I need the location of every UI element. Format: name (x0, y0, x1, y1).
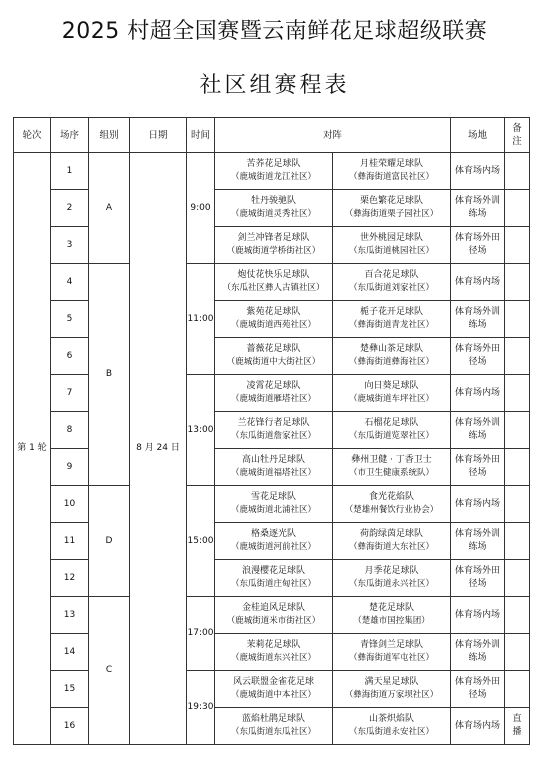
time-cell: 19:30 (187, 671, 215, 745)
table-row (14, 486, 530, 523)
matchup (215, 301, 450, 337)
seq-cell: 11 (51, 523, 89, 560)
matchup (215, 708, 450, 744)
away-team-name: 山茶炽焰队 (368, 714, 414, 724)
home-team (215, 264, 332, 300)
home-team (215, 449, 332, 485)
round-cell: 第 1 轮 (14, 153, 51, 745)
match-cell (215, 486, 451, 523)
matchup (215, 560, 450, 596)
home-team-org: （东瓜街道东瓜社区） (230, 727, 316, 737)
away-team-name: 青锋剑兰足球队 (359, 640, 423, 650)
away-team-name: 月桂荣耀足球队 (359, 159, 423, 169)
document-subtitle: 社区组赛程表 (199, 73, 350, 98)
venue-text: 体育场外训练场 (454, 307, 500, 330)
away-team (332, 412, 450, 448)
away-team-name: 向日葵足球队 (364, 381, 419, 391)
group-cell: A (89, 153, 130, 264)
home-team (215, 412, 332, 448)
venue-cell (451, 190, 505, 227)
away-team (332, 153, 450, 189)
home-team-name: 蔷薇花足球队 (246, 344, 301, 354)
matchup (215, 486, 450, 522)
note-cell (505, 560, 530, 597)
matchup (215, 227, 450, 263)
venue-text: 体育场外训练场 (454, 640, 500, 663)
home-team-org: （东瓜社区彝人古镇社区） (222, 283, 325, 293)
away-team (332, 671, 450, 707)
away-team-name: 食光花焰队 (368, 492, 414, 502)
seq-cell: 14 (51, 634, 89, 671)
seq-cell: 4 (51, 264, 89, 301)
home-team (215, 190, 332, 226)
match-cell (215, 190, 451, 227)
venue-cell (451, 671, 505, 708)
matchup (215, 634, 450, 670)
home-team-name: 格桑逐光队 (250, 529, 296, 539)
seq-cell: 7 (51, 375, 89, 412)
home-team-name: 风云联盟金雀花足球 (232, 677, 314, 687)
away-team (332, 486, 450, 522)
date-cell: 8 月 24 日 (130, 153, 187, 745)
venue-text: 体育场外田径场 (454, 677, 500, 700)
seq-cell: 1 (51, 153, 89, 190)
time-cell: 17:00 (187, 597, 215, 671)
seq-cell: 12 (51, 560, 89, 597)
away-team (332, 338, 450, 374)
away-team (332, 375, 450, 411)
venue-text: 体育场外训练场 (454, 196, 500, 219)
away-team-org: （市卫生健康系统队） (348, 468, 434, 478)
seq-cell: 16 (51, 708, 89, 745)
away-team-org: （彝海街道军屯社区） (348, 653, 434, 663)
venue-cell (451, 597, 505, 634)
note-cell (505, 486, 530, 523)
seq-cell: 6 (51, 338, 89, 375)
away-team (332, 190, 450, 226)
away-team-name: 百合花足球队 (364, 270, 419, 280)
match-cell (215, 708, 451, 745)
venue-cell (451, 153, 505, 190)
away-team-org: （楚雄州餐饮行业协会） (344, 505, 439, 515)
venue-text: 体育场外训练场 (454, 529, 500, 552)
away-team-org: （楚雄市国控集团） (353, 616, 430, 626)
away-team-name: 彝州卫健 · 丁香卫士 (351, 455, 432, 465)
away-team (332, 227, 450, 263)
time-cell: 11:00 (187, 264, 215, 375)
document-title: 2025 村超全国赛暨云南鲜花足球超级联赛 (61, 19, 488, 44)
group-cell: C (89, 597, 130, 745)
header-seq: 场序 (51, 118, 89, 153)
home-team-name: 剑兰冲锋者足球队 (237, 233, 310, 243)
venue-text: 体育场外田径场 (454, 566, 500, 589)
venue-cell (451, 338, 505, 375)
venue-text: 体育场内场 (454, 276, 500, 287)
matchup (215, 597, 450, 633)
note-cell (505, 190, 530, 227)
away-team-name: 楚花足球队 (368, 603, 414, 613)
home-team (215, 375, 332, 411)
away-team-org: （彝海街道青龙社区） (348, 320, 434, 330)
away-team-org: （彝海街道万家坝社区） (344, 690, 439, 700)
note-cell (505, 597, 530, 634)
home-team-org: （鹿城街道龙江社区） (230, 172, 316, 182)
matchup (215, 449, 450, 485)
note-cell (505, 708, 530, 745)
home-team (215, 338, 332, 374)
home-team-org: （鹿城街道中大街社区） (226, 357, 321, 367)
venue-cell (451, 486, 505, 523)
match-cell (215, 449, 451, 486)
away-team (332, 634, 450, 670)
matchup (215, 375, 450, 411)
matchup (215, 153, 450, 189)
home-team-org: （鹿城街道东兴社区） (230, 653, 316, 663)
home-team (215, 486, 332, 522)
venue-text: 体育场内场 (454, 387, 500, 398)
home-team (215, 597, 332, 633)
venue-cell (451, 560, 505, 597)
away-team (332, 301, 450, 337)
match-cell (215, 153, 451, 190)
seq-cell: 13 (51, 597, 89, 634)
group-cell: B (89, 264, 130, 486)
note-cell (505, 412, 530, 449)
matchup (215, 523, 450, 559)
schedule-table (13, 117, 530, 745)
away-team (332, 523, 450, 559)
away-team-name: 楚彝山茶足球队 (359, 344, 423, 354)
note-cell (505, 264, 530, 301)
match-cell (215, 560, 451, 597)
table-row (14, 153, 530, 190)
home-team (215, 671, 332, 707)
away-team-name: 月季花足球队 (364, 566, 419, 576)
venue-cell (451, 375, 505, 412)
header-round: 轮次 (14, 118, 51, 153)
home-team-org: （鹿城街道中本社区） (230, 690, 316, 700)
venue-text: 体育场外田径场 (454, 233, 500, 256)
home-team-name: 雪花足球队 (250, 492, 296, 502)
home-team-name: 苦荞花足球队 (246, 159, 301, 169)
venue-cell (451, 227, 505, 264)
home-team-org: （鹿城街道学桥街社区） (226, 246, 321, 256)
header-date: 日期 (130, 118, 187, 153)
note-cell (505, 634, 530, 671)
match-cell (215, 671, 451, 708)
venue-text: 体育场外训练场 (454, 418, 500, 441)
home-team-org: （东瓜街道庄甸社区） (230, 579, 316, 589)
note-text: 直播 (512, 714, 522, 737)
match-cell (215, 375, 451, 412)
time-cell: 13:00 (187, 375, 215, 486)
note-cell (505, 375, 530, 412)
home-team-name: 浪漫樱花足球队 (241, 566, 305, 576)
home-team (215, 634, 332, 670)
header-row (14, 118, 530, 153)
away-team-name: 荷韵绿茵足球队 (359, 529, 423, 539)
table-row (14, 264, 530, 301)
group-cell: D (89, 486, 130, 597)
seq-cell: 3 (51, 227, 89, 264)
matchup (215, 190, 450, 226)
venue-cell (451, 634, 505, 671)
match-cell (215, 523, 451, 560)
match-cell (215, 264, 451, 301)
venue-cell (451, 301, 505, 338)
match-cell (215, 338, 451, 375)
home-team-name: 高山牡丹足球队 (241, 455, 305, 465)
venue-cell (451, 449, 505, 486)
seq-cell: 8 (51, 412, 89, 449)
away-team-org: （彝海街道富民社区） (348, 172, 434, 182)
match-cell (215, 597, 451, 634)
seq-cell: 5 (51, 301, 89, 338)
venue-text: 体育场外田径场 (454, 455, 500, 478)
venue-text: 体育场内场 (454, 165, 500, 176)
away-team-org: （东瓜街道永安社区） (348, 727, 434, 737)
away-team-org: （东瓜街道桃园社区） (348, 246, 434, 256)
home-team (215, 153, 332, 189)
venue-text: 体育场内场 (454, 720, 500, 731)
matchup (215, 412, 450, 448)
home-team-name: 凌霄花足球队 (246, 381, 301, 391)
note-cell (505, 671, 530, 708)
venue-text: 体育场内场 (454, 609, 500, 620)
seq-cell: 2 (51, 190, 89, 227)
venue-cell (451, 412, 505, 449)
away-team (332, 597, 450, 633)
home-team-name: 蓝焰杜鹃足球队 (241, 714, 305, 724)
away-team-name: 世外桃园足球队 (359, 233, 423, 243)
away-team-name: 栗色繁花足球队 (359, 196, 423, 206)
matchup (215, 671, 450, 707)
home-team-org: （鹿城街道西苑社区） (230, 320, 316, 330)
home-team-name: 兰花锋行者足球队 (237, 418, 310, 428)
note-cell (505, 227, 530, 264)
home-team-name: 牡丹骏驰队 (250, 196, 296, 206)
header-note-text: 备注 (512, 123, 522, 147)
matchup (215, 264, 450, 300)
venue-text: 体育场外田径场 (454, 344, 500, 367)
home-team-org: （鹿城街道灵秀社区） (230, 209, 316, 219)
match-cell (215, 634, 451, 671)
away-team-org: （彝海街道彝海社区） (348, 357, 434, 367)
match-cell (215, 412, 451, 449)
home-team (215, 560, 332, 596)
home-team-org: （鹿城街道米市街社区） (226, 616, 321, 626)
seq-cell: 15 (51, 671, 89, 708)
header-time: 时间 (187, 118, 215, 153)
away-team-org: （东瓜街道永兴社区） (348, 579, 434, 589)
home-team (215, 227, 332, 263)
header-match: 对阵 (215, 118, 451, 153)
header-group: 组别 (89, 118, 130, 153)
away-team (332, 708, 450, 744)
home-team (215, 708, 332, 744)
time-cell: 9:00 (187, 153, 215, 264)
home-team-org: （鹿城街道福塔社区） (230, 468, 316, 478)
home-team-org: （东瓜街道詹家社区） (230, 431, 316, 441)
home-team-org: （鹿城街道河前社区） (230, 542, 316, 552)
seq-cell: 9 (51, 449, 89, 486)
away-team-name: 栀子花开足球队 (359, 307, 423, 317)
matchup (215, 338, 450, 374)
time-cell: 15:00 (187, 486, 215, 597)
note-cell (505, 338, 530, 375)
venue-cell (451, 523, 505, 560)
home-team (215, 301, 332, 337)
home-team-org: （鹿城街道雁塔社区） (230, 394, 316, 404)
home-team-name: 紫苑花足球队 (246, 307, 301, 317)
away-team-org: （东瓜街道刘家社区） (348, 283, 434, 293)
seq-cell: 10 (51, 486, 89, 523)
venue-text: 体育场内场 (454, 498, 500, 509)
away-team-org: （鹿城街道车坪社区） (348, 394, 434, 404)
home-team-org: （鹿城街道北浦社区） (230, 505, 316, 515)
away-team-org: （彝海街道栗子园社区） (344, 209, 439, 219)
away-team-org: （彝海街道大东社区） (348, 542, 434, 552)
header-venue: 场地 (451, 118, 505, 153)
venue-cell (451, 708, 505, 745)
away-team-name: 石榴花足球队 (364, 418, 419, 428)
away-team (332, 449, 450, 485)
away-team (332, 560, 450, 596)
note-cell (505, 449, 530, 486)
header-note (505, 118, 530, 153)
away-team-org: （东瓜街道览翠社区） (348, 431, 434, 441)
home-team (215, 523, 332, 559)
note-cell (505, 153, 530, 190)
note-cell (505, 523, 530, 560)
home-team-name: 金桂追风足球队 (241, 603, 305, 613)
table-row (14, 597, 530, 634)
match-cell (215, 301, 451, 338)
match-cell (215, 227, 451, 264)
away-team-name: 满天星足球队 (364, 677, 419, 687)
note-cell (505, 301, 530, 338)
away-team (332, 264, 450, 300)
home-team-name: 茉莉花足球队 (246, 640, 301, 650)
venue-cell (451, 264, 505, 301)
home-team-name: 炮仗花快乐足球队 (237, 270, 310, 280)
